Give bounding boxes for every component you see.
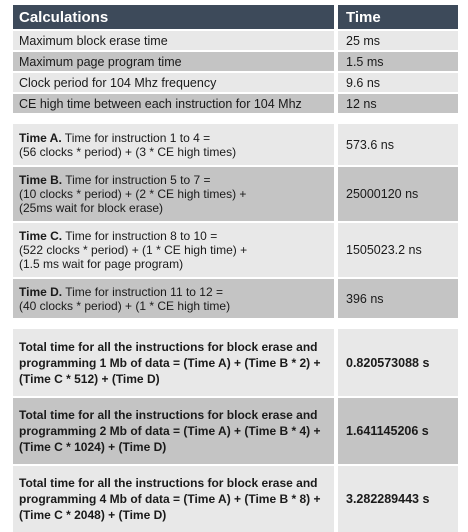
row-label: Maximum block erase time [13, 31, 334, 50]
time-d-key: Time D. [19, 284, 63, 299]
time-a-value: 573.6 ns [338, 124, 458, 165]
total-4mb-row [13, 466, 458, 532]
calculations-table [13, 5, 458, 532]
total-4mb-line3: (Time C * 2048) + (Time D) [19, 508, 167, 522]
table-row [13, 73, 458, 92]
total-2mb-formula [13, 398, 334, 464]
time-c-value: 1505023.2 ns [338, 223, 458, 277]
time-c-formula [13, 223, 334, 277]
total-2mb-line1: Total time for all the instructions for block erase and [19, 408, 318, 422]
row-value: 25 ms [338, 31, 458, 50]
time-b-key: Time B. [19, 173, 63, 187]
time-d-value: 396 ns [338, 279, 458, 318]
table-row [13, 31, 458, 50]
time-c-key: Time C. [19, 229, 63, 243]
divider [13, 113, 458, 122]
time-a-formula [13, 124, 334, 165]
time-c-line2: (522 clocks * period) + (1 * CE high time) + [19, 243, 248, 257]
table-row [13, 52, 458, 71]
total-2mb-row [13, 398, 458, 464]
table-row [13, 94, 458, 113]
time-b-line2: (10 clocks * period) + (2 * CE high times) + [19, 187, 247, 201]
time-b-line3: (25ms wait for block erase) [19, 201, 164, 215]
total-4mb-formula [13, 466, 334, 532]
time-a-line1: Time for instruction 1 to 4 = [61, 130, 211, 145]
row-label: CE high time between each instruction for 104 Mhz [13, 94, 334, 113]
row-value: 12 ns [338, 94, 458, 113]
total-1mb-line2: programming 1 Mb of data = (Time A) + (Time B * 2) + [19, 355, 321, 370]
time-d-line1: Time for instruction 11 to 12 = [62, 284, 223, 299]
time-b-row [13, 167, 458, 221]
row-label: Maximum page program time [13, 52, 334, 71]
time-a-line2: (56 clocks * period) + (3 * CE high times) [19, 144, 237, 159]
time-c-line1: Time for instruction 8 to 10 = [62, 229, 218, 243]
row-label: Clock period for 104 Mhz frequency [13, 73, 334, 92]
time-b-line1: Time for instruction 5 to 7 = [62, 173, 211, 187]
total-1mb-line1: Total time for all the instructions for block erase and [19, 339, 318, 354]
row-value: 9.6 ns [338, 73, 458, 92]
total-4mb-line2: programming 4 Mb of data = (Time A) + (Time B * 8) + [19, 492, 321, 506]
total-2mb-line2: programming 2 Mb of data = (Time A) + (Time B * 4) + [19, 424, 321, 438]
total-1mb-formula [13, 329, 334, 396]
row-value: 1.5 ms [338, 52, 458, 71]
time-c-row [13, 223, 458, 277]
divider [13, 318, 458, 327]
time-d-row [13, 279, 458, 318]
time-d-line2: (40 clocks * period) + (1 * CE high time) [19, 298, 231, 313]
total-1mb-line3: (Time C * 512) + (Time D) [19, 371, 160, 386]
time-b-value: 25000120 ns [338, 167, 458, 221]
time-d-formula [13, 279, 334, 318]
total-1mb-row [13, 329, 458, 396]
time-b-formula [13, 167, 334, 221]
time-a-row [13, 124, 458, 165]
total-2mb-line3: (Time C * 1024) + (Time D) [19, 440, 167, 454]
time-a-key: Time A. [19, 130, 62, 145]
total-4mb-value: 3.282289443 s [338, 466, 458, 532]
total-4mb-line1: Total time for all the instructions for block erase and [19, 476, 318, 490]
time-c-line3: (1.5 ms wait for page program) [19, 257, 184, 271]
header-time: Time [338, 5, 458, 29]
total-2mb-value: 1.641145206 s [338, 398, 458, 464]
total-1mb-value: 0.820573088 s [338, 329, 458, 396]
header-calculations: Calculations [13, 5, 334, 29]
table-header [13, 5, 458, 29]
